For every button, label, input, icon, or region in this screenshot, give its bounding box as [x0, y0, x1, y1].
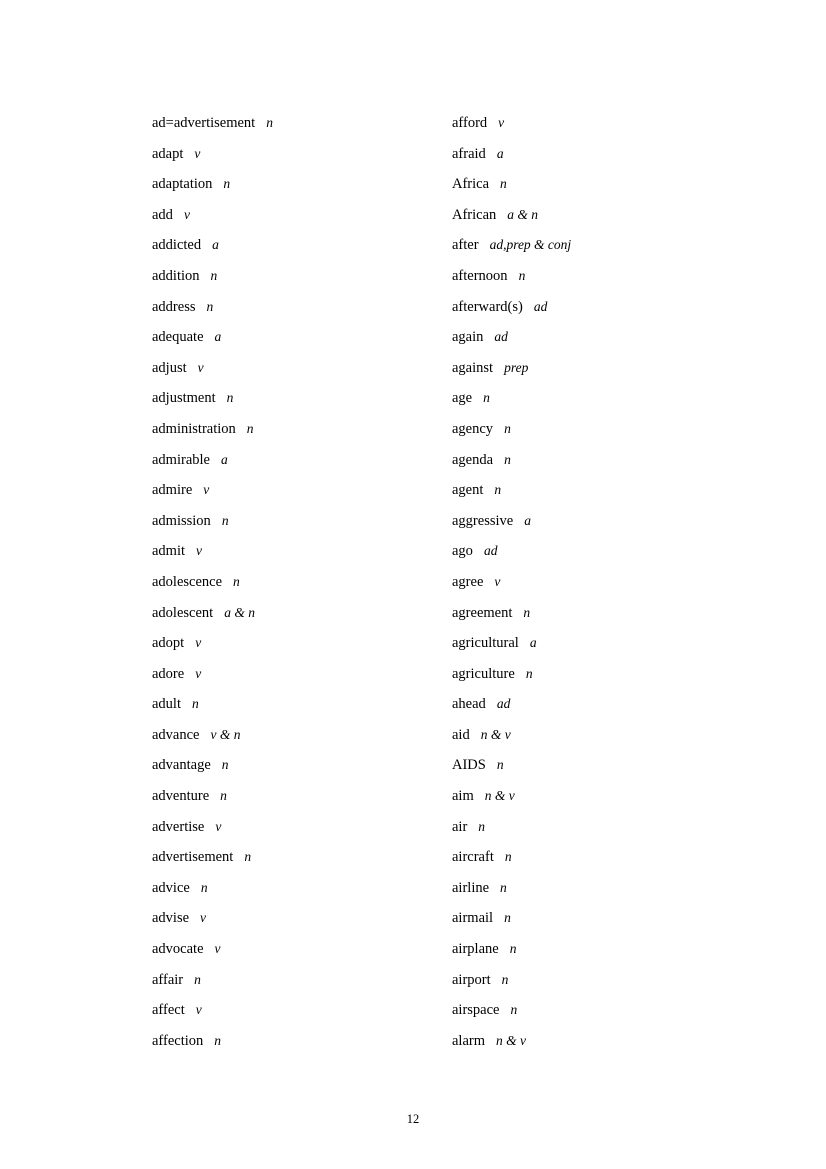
- entry-word: afraid: [452, 145, 486, 162]
- vocabulary-entry: [152, 628, 452, 659]
- vocabulary-entry: [152, 292, 452, 323]
- vocabulary-entry: [152, 689, 452, 720]
- vocabulary-entry: [152, 353, 452, 384]
- entry-part-of-speech: a & n: [224, 604, 255, 620]
- entry-part-of-speech: n: [478, 818, 486, 834]
- entry-word: advocate: [152, 941, 204, 958]
- entry-word: again: [452, 329, 484, 346]
- entry-word: airplane: [452, 941, 499, 958]
- entry-part-of-speech: n: [214, 1032, 222, 1048]
- entry-word: adventure: [152, 788, 210, 805]
- entry-part-of-speech: ad: [533, 298, 548, 314]
- entry-part-of-speech: n: [244, 849, 252, 865]
- entry-word: after: [452, 237, 479, 254]
- vocabulary-entry: [152, 873, 452, 904]
- vocabulary-entry: [452, 200, 752, 231]
- entry-word: adapt: [152, 145, 184, 162]
- vocabulary-column-right: [452, 108, 752, 1056]
- entry-word: affect: [152, 1002, 185, 1019]
- entry-part-of-speech: n: [483, 390, 490, 406]
- entry-word: agree: [452, 573, 484, 590]
- vocabulary-entry: [452, 322, 752, 353]
- entry-word: against: [452, 359, 494, 376]
- entry-part-of-speech: prep: [504, 359, 529, 375]
- entry-part-of-speech: n: [504, 420, 511, 436]
- vocabulary-entry: [452, 169, 752, 200]
- entry-part-of-speech: ad: [494, 329, 508, 345]
- entry-part-of-speech: n: [510, 1002, 518, 1018]
- entry-word: adolescence: [152, 573, 223, 590]
- vocabulary-entry: [152, 261, 452, 292]
- vocabulary-entry: [452, 475, 752, 506]
- entry-part-of-speech: n: [223, 176, 231, 192]
- vocabulary-entry: [452, 506, 752, 537]
- entry-part-of-speech: n: [496, 757, 504, 773]
- entry-word: adjust: [152, 359, 187, 376]
- vocabulary-entry: [152, 506, 452, 537]
- entry-word: aggressive: [452, 512, 514, 529]
- entry-part-of-speech: n: [192, 696, 199, 712]
- entry-part-of-speech: v: [197, 359, 204, 375]
- entry-word: adjustment: [152, 390, 216, 407]
- entry-part-of-speech: a: [496, 145, 504, 161]
- vocabulary-entry: [452, 873, 752, 904]
- vocabulary-entry: [152, 139, 452, 170]
- entry-word: airport: [452, 971, 491, 988]
- vocabulary-entry: [152, 536, 452, 567]
- entry-part-of-speech: n: [221, 757, 229, 773]
- entry-part-of-speech: ad,prep & conj: [489, 237, 572, 253]
- vocabulary-entry: [452, 536, 752, 567]
- entry-word: address: [152, 298, 196, 315]
- vocabulary-entry: [152, 1026, 452, 1057]
- entry-word: administration: [152, 420, 236, 437]
- vocabulary-entry: [152, 200, 452, 231]
- entry-word: airline: [452, 879, 490, 896]
- entry-word: ago: [452, 543, 473, 560]
- entry-part-of-speech: a: [220, 451, 228, 467]
- entry-word: advise: [152, 910, 190, 927]
- entry-part-of-speech: n: [206, 298, 214, 314]
- vocabulary-entry: [452, 108, 752, 139]
- entry-part-of-speech: v: [203, 482, 210, 498]
- entry-part-of-speech: n: [200, 879, 208, 895]
- vocabulary-entry: [452, 781, 752, 812]
- entry-word: admirable: [152, 451, 210, 468]
- entry-word: admission: [152, 512, 211, 529]
- entry-part-of-speech: n: [500, 176, 507, 192]
- page-number: 12: [406, 1112, 420, 1126]
- vocabulary-entry: [452, 230, 752, 261]
- vocabulary-column-left: [152, 108, 452, 1056]
- vocabulary-entry: [152, 903, 452, 934]
- vocabulary-entry: [152, 169, 452, 200]
- entry-part-of-speech: n: [494, 482, 502, 498]
- vocabulary-entry: [452, 383, 752, 414]
- entry-word: advance: [152, 726, 200, 743]
- entry-part-of-speech: v: [196, 543, 203, 559]
- vocabulary-entry: [152, 781, 452, 812]
- entry-word: advertise: [152, 818, 205, 835]
- entry-word: advantage: [152, 757, 211, 774]
- entry-word: age: [452, 390, 473, 407]
- entry-word: Africa: [452, 176, 490, 193]
- entry-word: affair: [152, 971, 184, 988]
- entry-part-of-speech: v: [200, 910, 207, 926]
- vocabulary-entry: [452, 628, 752, 659]
- vocabulary-entry: [452, 750, 752, 781]
- entry-word: addition: [152, 267, 200, 284]
- entry-word: afternoon: [452, 267, 508, 284]
- entry-part-of-speech: ad: [483, 543, 498, 559]
- vocabulary-entry: [452, 567, 752, 598]
- entry-part-of-speech: n: [220, 788, 227, 804]
- entry-word: agricultural: [452, 635, 519, 652]
- vocabulary-entry: [152, 720, 452, 751]
- entry-part-of-speech: n: [246, 420, 254, 436]
- vocabulary-entry: [152, 445, 452, 476]
- vocabulary-entry: [452, 1026, 752, 1057]
- entry-part-of-speech: n: [523, 604, 531, 620]
- entry-part-of-speech: v & n: [210, 726, 241, 742]
- vocabulary-entry: [452, 139, 752, 170]
- vocabulary-entry: [152, 383, 452, 414]
- vocabulary-entry: [452, 934, 752, 965]
- vocabulary-columns: [152, 108, 752, 1056]
- vocabulary-entry: [452, 353, 752, 384]
- vocabulary-entry: [452, 965, 752, 996]
- entry-word: AIDS: [452, 757, 486, 774]
- entry-part-of-speech: v: [498, 115, 505, 130]
- entry-word: adore: [152, 665, 185, 682]
- entry-word: airspace: [452, 1002, 500, 1019]
- entry-word: aircraft: [452, 849, 494, 866]
- entry-part-of-speech: n: [233, 573, 240, 589]
- entry-part-of-speech: n & v: [484, 788, 515, 804]
- entry-word: admit: [152, 543, 186, 560]
- vocabulary-entry: [152, 750, 452, 781]
- vocabulary-entry: [152, 812, 452, 843]
- entry-word: addicted: [152, 237, 202, 254]
- entry-word: ahead: [452, 696, 486, 713]
- entry-part-of-speech: a: [214, 329, 222, 345]
- vocabulary-entry: [452, 812, 752, 843]
- entry-part-of-speech: ad: [496, 696, 511, 712]
- entry-word: adult: [152, 696, 181, 713]
- vocabulary-entry: [152, 322, 452, 353]
- vocabulary-entry: [152, 659, 452, 690]
- vocabulary-entry: [152, 842, 452, 873]
- entry-word: African: [452, 206, 497, 223]
- vocabulary-entry: [152, 230, 452, 261]
- entry-part-of-speech: a: [529, 635, 537, 651]
- entry-word: ad=advertisement: [152, 115, 256, 131]
- entry-word: airmail: [452, 910, 494, 927]
- entry-part-of-speech: v: [195, 665, 202, 681]
- entry-part-of-speech: n: [509, 941, 517, 957]
- entry-word: air: [452, 818, 468, 835]
- entry-word: adequate: [152, 329, 204, 346]
- entry-word: afterward(s): [452, 298, 523, 315]
- vocabulary-entry: [152, 598, 452, 629]
- entry-part-of-speech: n: [221, 512, 229, 528]
- entry-word: agency: [452, 420, 494, 437]
- entry-part-of-speech: n & v: [480, 726, 511, 742]
- entry-part-of-speech: v: [215, 818, 222, 834]
- vocabulary-entry: [452, 414, 752, 445]
- entry-word: agriculture: [452, 665, 515, 682]
- entry-word: affection: [152, 1032, 204, 1049]
- entry-part-of-speech: n: [504, 451, 511, 467]
- vocabulary-entry: [452, 598, 752, 629]
- vocabulary-entry: [452, 659, 752, 690]
- vocabulary-entry: [452, 995, 752, 1026]
- entry-word: aim: [452, 788, 474, 805]
- entry-part-of-speech: n: [518, 267, 526, 283]
- entry-part-of-speech: a: [212, 237, 219, 253]
- entry-word: afford: [452, 115, 488, 131]
- vocabulary-entry: [152, 414, 452, 445]
- entry-part-of-speech: n: [504, 849, 512, 865]
- entry-word: alarm: [452, 1032, 486, 1049]
- entry-word: adopt: [152, 635, 185, 652]
- vocabulary-entry: [452, 261, 752, 292]
- vocabulary-entry: [452, 842, 752, 873]
- entry-part-of-speech: n: [210, 267, 218, 283]
- vocabulary-entry: [452, 720, 752, 751]
- entry-part-of-speech: n: [500, 879, 507, 895]
- vocabulary-entry: [152, 475, 452, 506]
- vocabulary-entry: [452, 903, 752, 934]
- entry-part-of-speech: v: [494, 573, 501, 589]
- entry-part-of-speech: n: [504, 910, 511, 926]
- entry-part-of-speech: n: [525, 665, 533, 681]
- entry-part-of-speech: a & n: [507, 206, 539, 222]
- entry-word: agreement: [452, 604, 513, 621]
- entry-word: agent: [452, 482, 484, 499]
- vocabulary-entry: [152, 995, 452, 1026]
- vocabulary-entry: [152, 108, 452, 139]
- entry-part-of-speech: n: [501, 971, 509, 987]
- entry-word: adolescent: [152, 604, 214, 621]
- entry-word: advice: [152, 879, 190, 896]
- vocabulary-entry: [152, 567, 452, 598]
- vocabulary-entry: [152, 934, 452, 965]
- vocabulary-entry: [152, 965, 452, 996]
- vocabulary-entry: [452, 689, 752, 720]
- entry-part-of-speech: v: [183, 206, 190, 222]
- entry-part-of-speech: v: [195, 635, 202, 651]
- entry-word: admire: [152, 482, 193, 499]
- entry-word: advertisement: [152, 849, 234, 866]
- entry-word: add: [152, 206, 173, 223]
- entry-part-of-speech: n: [194, 971, 201, 987]
- entry-part-of-speech: n & v: [496, 1032, 527, 1048]
- entry-part-of-speech: v: [195, 1002, 202, 1018]
- entry-part-of-speech: v: [214, 941, 221, 957]
- entry-part-of-speech: n: [226, 390, 234, 406]
- vocabulary-entry: [452, 445, 752, 476]
- vocabulary-entry: [452, 292, 752, 323]
- entry-part-of-speech: a: [524, 512, 531, 528]
- entry-word: aid: [452, 726, 470, 743]
- entry-part-of-speech: n: [266, 115, 273, 130]
- entry-word: adaptation: [152, 176, 213, 193]
- entry-word: agenda: [452, 451, 494, 468]
- entry-part-of-speech: v: [194, 145, 201, 161]
